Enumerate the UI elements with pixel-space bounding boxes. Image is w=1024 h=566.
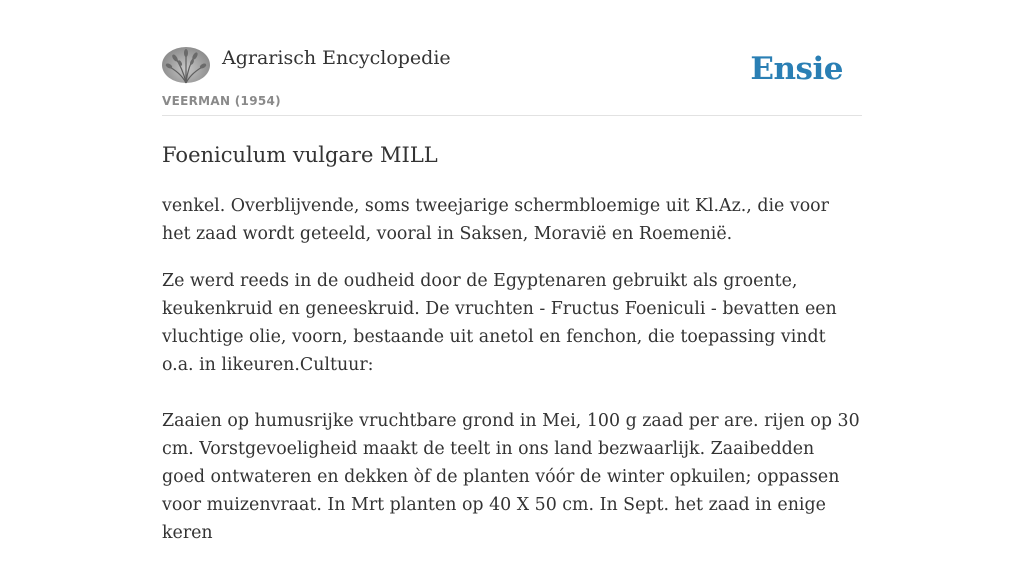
article-title: Foeniculum vulgare MILL bbox=[162, 143, 438, 167]
article-body bbox=[162, 192, 862, 566]
article-container bbox=[162, 0, 862, 543]
article-paragraph: venkel. Overblijvende, soms tweejarige schermbloemige uit Kl.Az., die voor het zaad wordt geteeld, vooral in Saksen, Moravië en Roemenië. bbox=[162, 196, 829, 244]
article-paragraph: Ze werd reeds in de oudheid door de Egyptenaren gebruikt als groente, keukenkruid en geneeskruid. De vruchten - Fructus Foeniculi - bevatten een vluchtige olie, voorn, bestaande uit anetol en fenchon, die toepassing vindt o.a. in likeuren.Cultuur: bbox=[162, 271, 837, 375]
wheat-logo-icon[interactable] bbox=[162, 47, 210, 83]
source-author-year: VEERMAN (1954) bbox=[162, 94, 281, 108]
source-header bbox=[162, 0, 862, 116]
article-paragraph: Zaaien op humusrijke vruchtbare grond in Mei, 100 g zaad per are. rijen op 30 cm. Vorstgevoeligheid maakt de teelt in ons land bezwaarlijk. Zaaibedden goed ontwateren en dekken òf de planten vóór de winter opkuilen; oppassen voor muizenvraat. In Mrt planten op 40 X 50 cm. In Sept. het zaad in enige keren bbox=[162, 411, 860, 543]
source-title-link[interactable]: Agrarisch Encyclopedie bbox=[222, 47, 451, 69]
brand-logo-link[interactable]: Ensie bbox=[750, 51, 843, 87]
